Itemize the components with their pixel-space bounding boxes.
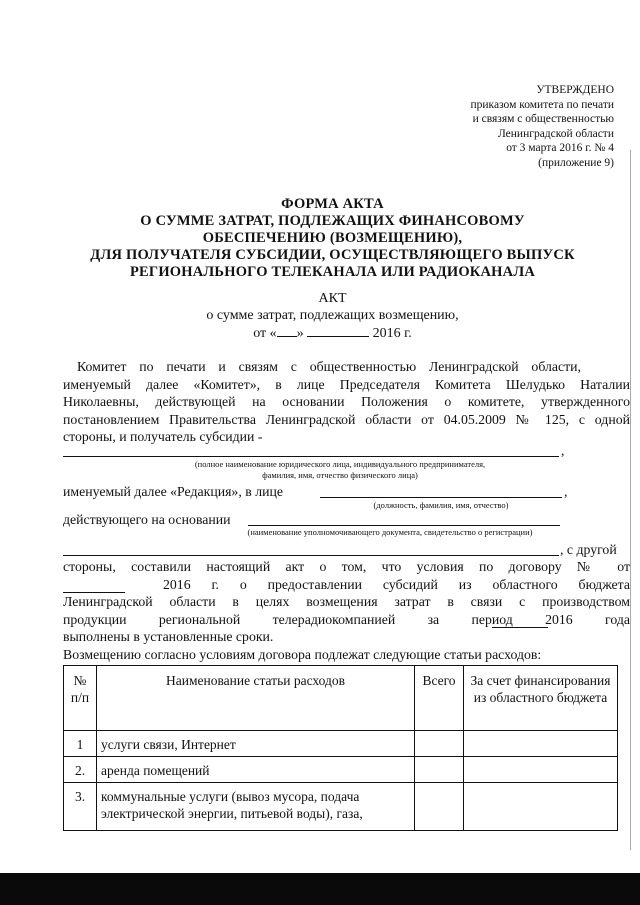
act-title: АКТ: [318, 291, 347, 306]
editorial-label: именуемый далее «Редакция», в лице: [63, 484, 283, 499]
act-heading: [60, 290, 605, 342]
approval-line: УТВЕРЖДЕНО: [536, 84, 614, 96]
hint-line: (полное наименование юридического лица, индивидуального предпринимателя,: [194, 459, 486, 469]
table-row: [64, 783, 618, 831]
hint-line: фамилия, имя, отчество физического лица): [262, 470, 418, 480]
approval-line: и связям с общественностью: [472, 113, 614, 125]
body-line: продукции региональной телерадиокомпанией за период 2016 года: [63, 611, 630, 627]
col-number: № п/п: [64, 666, 97, 731]
title-line: О СУММЕ ЗАТРАТ, ПОДЛЕЖАЩИХ ФИНАНСОВОМУ: [140, 213, 525, 229]
editorial-line[interactable]: [320, 497, 562, 498]
basis-line[interactable]: [248, 525, 560, 526]
approval-line: Ленинградской области: [497, 127, 614, 140]
editorial-hint: (должность, фамилия, имя, отчество): [373, 500, 509, 510]
intro-line: Комитет по печати и связям с общественностью Ленинградской области,: [77, 359, 581, 374]
title-line: ОБЕСПЕЧЕНИЮ (ВОЗМЕЩЕНИЮ),: [202, 230, 463, 246]
other-side: , с другой: [560, 542, 617, 557]
recipient-hint: [110, 459, 570, 481]
recipient-comma: ,: [561, 443, 565, 458]
intro-line: именуемый далее «Комитет», в лице Председателя Комитета Шелудько Наталии: [63, 376, 630, 392]
intro-line: стороны, и получатель субсидии -: [63, 429, 263, 444]
body-paragraph: [63, 558, 630, 663]
title-line: РЕГИОНАЛЬНОГО ТЕЛЕКАНАЛА ИЛИ РАДИОКАНАЛА: [129, 264, 536, 280]
row-number: 3.: [64, 783, 97, 831]
table-row: [64, 757, 618, 783]
basis-hint: (наименование уполномочивающего документа, свидетельство о регистрации): [247, 527, 533, 537]
approval-stamp: [414, 83, 614, 170]
row-number: 2.: [64, 757, 97, 783]
intro-line: постановлением Правительства Ленинградской области от 04.05.2009 № 125, с одной: [63, 411, 630, 427]
row-regional[interactable]: [464, 731, 618, 757]
approval-line: от 3 марта 2016 г. № 4: [506, 142, 614, 154]
contract-date-blank[interactable]: [63, 592, 125, 593]
table-row: [64, 731, 618, 757]
intro-line: Николаевны, действующей на основании Положения о комитете, утвержденного: [63, 394, 630, 409]
month-blank[interactable]: [307, 324, 369, 337]
recipient-line[interactable]: [63, 456, 559, 457]
date-prefix: от «: [253, 326, 277, 341]
row-name: услуги связи, Интернет: [97, 731, 415, 757]
body-line: выполнены в установленные сроки.: [63, 629, 274, 644]
row-total[interactable]: [415, 731, 464, 757]
scan-bottom-bar: [0, 873, 640, 905]
col-regional: За счет финансирования из областного бюджета: [464, 666, 618, 731]
date-year: 2016 г.: [372, 326, 412, 341]
body-line: Ленинградской области в целях возмещения затрат в связи с производством: [63, 594, 630, 609]
table-header-row: [64, 666, 618, 731]
basis-label: действующего на основании: [63, 512, 231, 527]
expenses-table: [63, 665, 618, 831]
basis-continuation-line[interactable]: [63, 555, 559, 556]
act-subtitle: о сумме затрат, подлежащих возмещению,: [206, 308, 459, 323]
intro-paragraph: [63, 358, 630, 446]
col-total: Всего: [415, 666, 464, 731]
row-total[interactable]: [415, 757, 464, 783]
form-title: [60, 196, 605, 281]
scan-edge: [630, 150, 631, 850]
editorial-comma: ,: [564, 484, 568, 499]
title-line: ФОРМА АКТА: [281, 196, 384, 212]
body-line: 2016 г. о предоставлении субсидий из областного бюджета: [163, 576, 630, 592]
row-regional[interactable]: [464, 757, 618, 783]
col-name: Наименование статьи расходов: [97, 666, 415, 731]
row-name: аренда помещений: [97, 757, 415, 783]
title-line: ДЛЯ ПОЛУЧАТЕЛЯ СУБСИДИИ, ОСУЩЕСТВЛЯЮЩЕГО ВЫПУСК: [90, 247, 575, 263]
act-date: [60, 324, 605, 342]
day-blank[interactable]: [277, 324, 297, 337]
approval-line: приказом комитета по печати: [470, 98, 614, 111]
date-mid: »: [296, 326, 304, 341]
body-line: стороны, составили настоящий акт о том, что условия по договору № от: [63, 559, 630, 574]
row-regional[interactable]: [464, 783, 618, 831]
period-blank[interactable]: [492, 627, 548, 628]
body-line: Возмещению согласно условиям договора подлежат следующие статьи расходов:: [63, 646, 542, 662]
approval-line: (приложение 9): [538, 156, 614, 169]
row-total[interactable]: [415, 783, 464, 831]
row-name: коммунальные услуги (вывоз мусора, подача электрической энергии, питьевой воды), газа,: [97, 783, 415, 831]
row-number: 1: [64, 731, 97, 757]
